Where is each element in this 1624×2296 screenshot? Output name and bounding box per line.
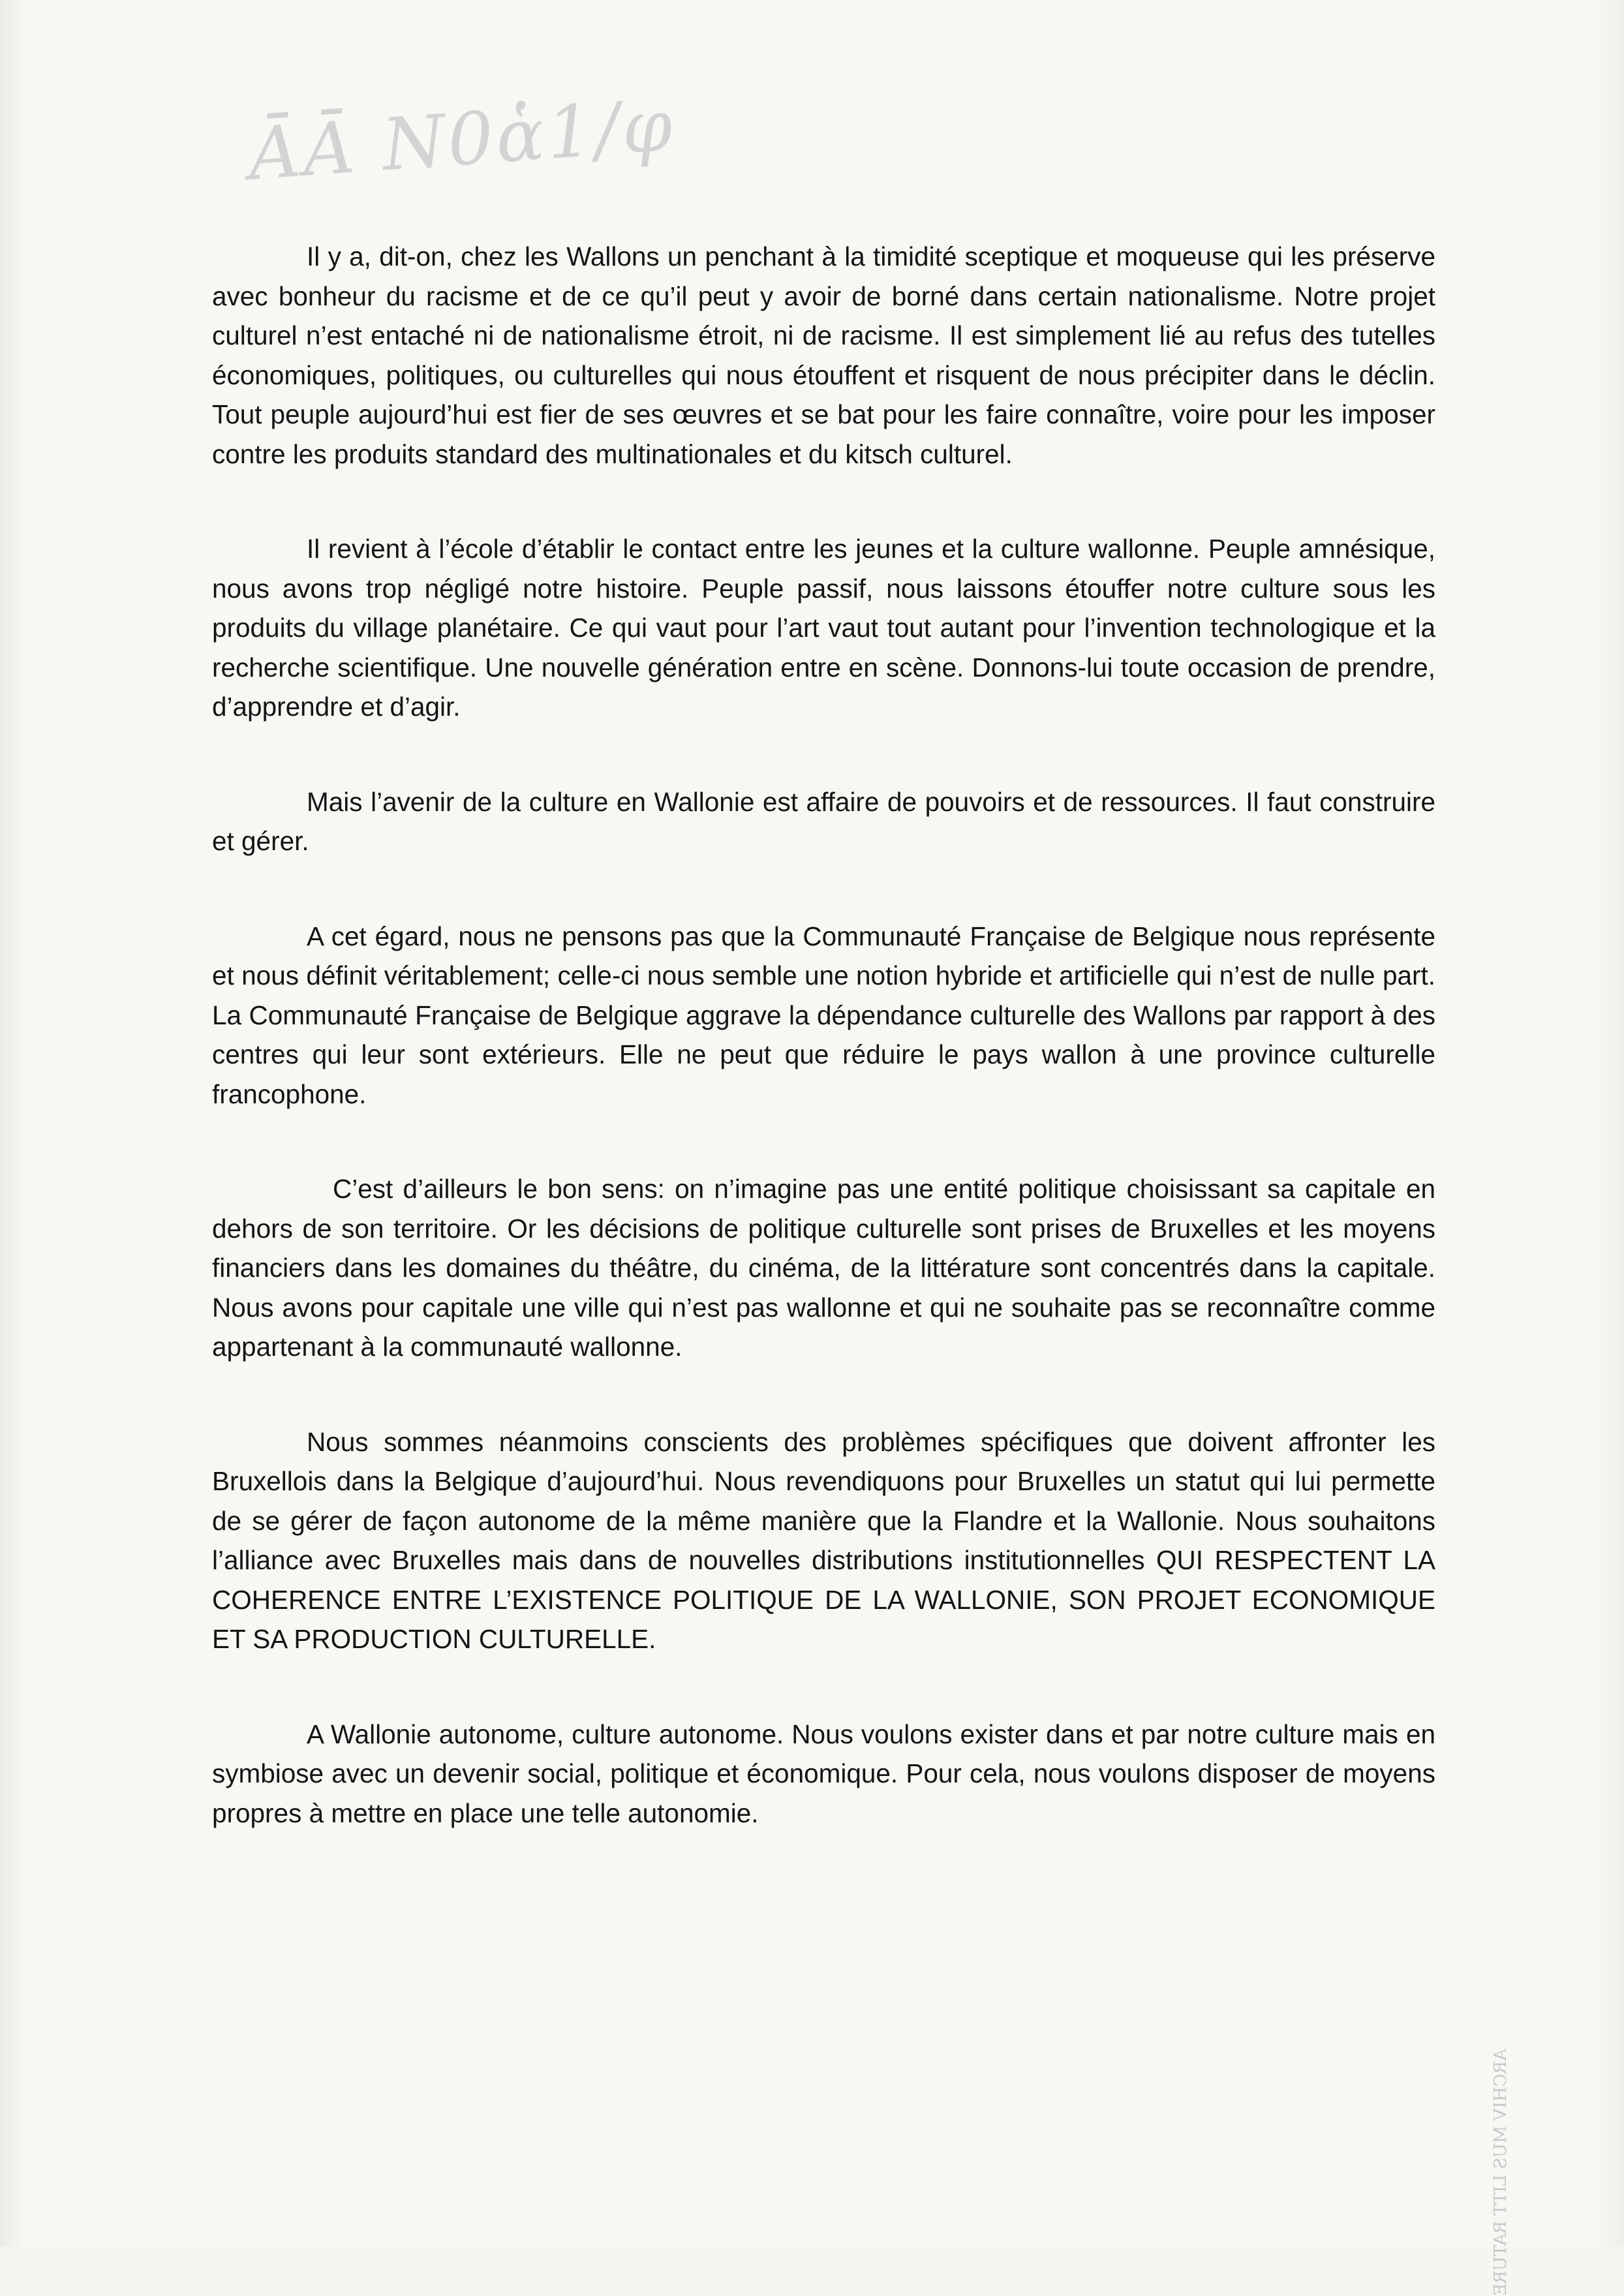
manifesto-text	[212, 237, 1435, 1888]
paragraph-1: Il y a, dit-on, chez les Wallons un penchant à la timidité sceptique et moqueuse qui les préserve avec bonheur du racisme et de ce qu’il peut y avoir de borné dans certain nationalisme. Notre projet culturel n’est entaché ni de nationalisme étroit, ni de racisme. Il est simplement lié au refus des tutelles économiques, politiques, ou culturelles qui nous étouffent et risquent de nous précipiter dans le déclin. Tout peuple aujourd’hui est fier de ses œuvres et se bat pour les faire connaître, voire pour les imposer contre les produits standard des multinationales et du kitsch culturel.	[212, 241, 1435, 469]
paragraph-3: Mais l’avenir de la culture en Wallonie est affaire de pouvoirs et de ressources. Il faut construire et gérer.	[212, 786, 1435, 856]
paragraph-7: A Wallonie autonome, culture autonome. Nous voulons exister dans et par notre culture mais en symbiose avec un devenir social, politique et économique. Pour cela, nous voulons disposer de moyens propres à mettre en place une telle autonomie.	[212, 1719, 1435, 1828]
paragraph-5: C’est d’ailleurs le bon sens: on n’imagine pas une entité politique choisissant sa capitale en dehors de son territoire. Or les décisions de politique culturelle sont prises de Bruxelles et les moyens financiers dans les domaines du théâtre, du cinéma, de la littérature sont concentrés dans la capitale. Nous avons pour capitale une ville qui n’est pas wallonne et qui ne souhaite pas se reconnaître comme appartenant à la communauté wallonne.	[212, 1174, 1435, 1362]
handwritten-archive-note: ĀĀ Ν0ἁ1/φ	[245, 83, 678, 196]
archive-stamp: ARCHIV MUS LITT RATURE	[1491, 2049, 1510, 2296]
paragraph-2: Il revient à l’école d’établir le contact entre les jeunes et la culture wallonne. Peuple amnésique, nous avons trop négligé notre histoire. Peuple passif, nous laissons étouffer notre culture sous les produits du village planétaire. Ce qui vaut pour l’art vaut tout autant pour l’invention technologique et la recherche scientifique. Une nouvelle génération entre en scène. Donnons-lui toute occasion de prendre, d’apprendre et d’agir.	[212, 534, 1435, 722]
paragraph-4: A cet égard, nous ne pensons pas que la Communauté Française de Belgique nous représente et nous définit véritablement; celle-ci nous semble une notion hybride et artificielle qui n’est de nulle part. La Communauté Française de Belgique aggrave la dépendance culturelle des Wallons par rapport à des centres qui leur sont extérieurs. Elle ne peut que réduire le pays wallon à une province culturelle francophone.	[212, 921, 1435, 1109]
paragraph-6: Nous sommes néanmoins conscients des problèmes spécifiques que doivent affronter les Bruxellois dans la Belgique d’aujourd’hui. Nous revendiquons pour Bruxelles un statut qui lui permette de se gérer de façon autonome de la même manière que la Flandre et la Wallonie. Nous souhaitons l’alliance avec Bruxelles mais dans de nouvelles distributions institutionnelles QUI RESPECTENT LA COHERENCE ENTRE L’EXISTENCE POLITIQUE DE LA WALLONIE, SON PROJET ECONOMIQUE ET SA PRODUCTION CULTURELLE.	[212, 1426, 1435, 1654]
